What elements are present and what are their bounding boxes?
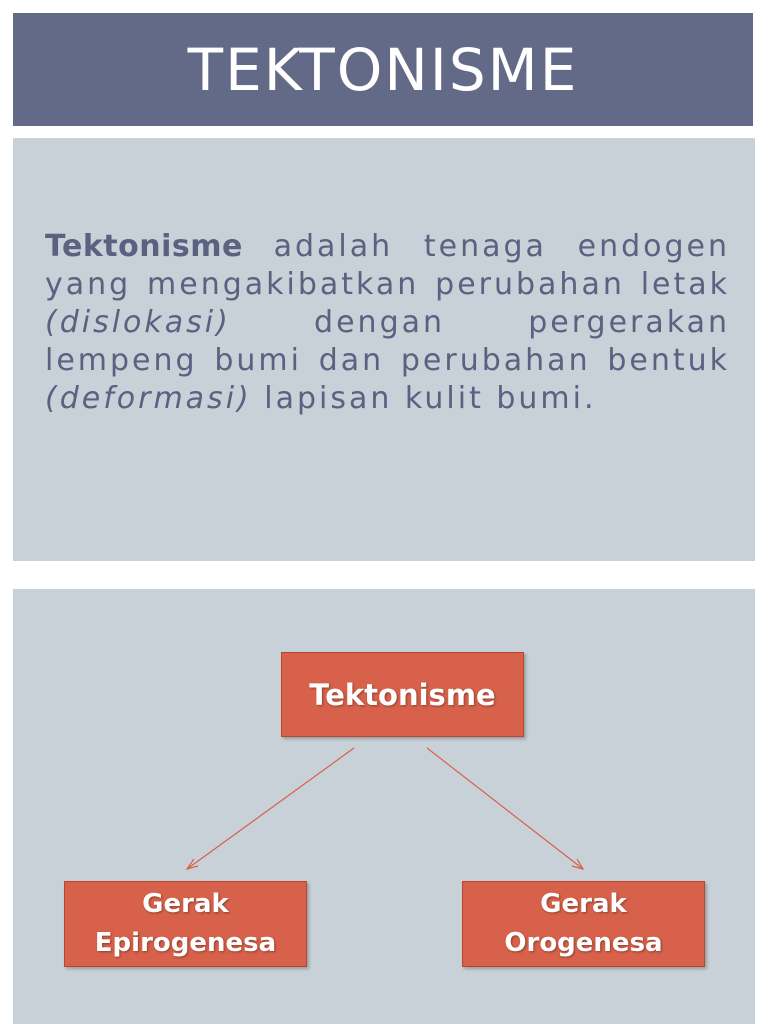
node-orogenesa-line-2: Orogenesa [504, 928, 663, 958]
definition-italic-deformasi: (deformasi) [45, 381, 252, 416]
arrowhead-epirogenesa-icon [187, 859, 198, 869]
page-title: TEKTONISME [187, 35, 579, 104]
definition-text-part-1: adalah tenaga endogen yang mengakibatkan perubahan letak [45, 229, 730, 302]
node-epirogenesa-line-2: Epirogenesa [94, 928, 277, 958]
definition-text-part-2: dengan pergerakan lempeng bumi dan perubahan bentuk [45, 305, 730, 378]
node-tektonisme: Tektonisme [281, 652, 524, 737]
node-epirogenesa-line-1: Gerak [142, 889, 229, 919]
title-bar [13, 13, 753, 126]
connector-to-orogenesa [427, 748, 583, 869]
definition-paragraph [45, 228, 730, 418]
definition-panel [13, 138, 755, 561]
node-gerak-orogenesa [462, 881, 705, 967]
diagram-panel [13, 589, 755, 1024]
definition-italic-dislokasi: (dislokasi) [45, 305, 231, 340]
definition-text-part-3: lapisan kulit bumi. [251, 381, 597, 416]
connector-to-epirogenesa [187, 748, 354, 869]
definition-term: Tektonisme [45, 229, 243, 264]
node-gerak-epirogenesa [64, 881, 307, 967]
node-orogenesa-line-1: Gerak [540, 889, 627, 919]
